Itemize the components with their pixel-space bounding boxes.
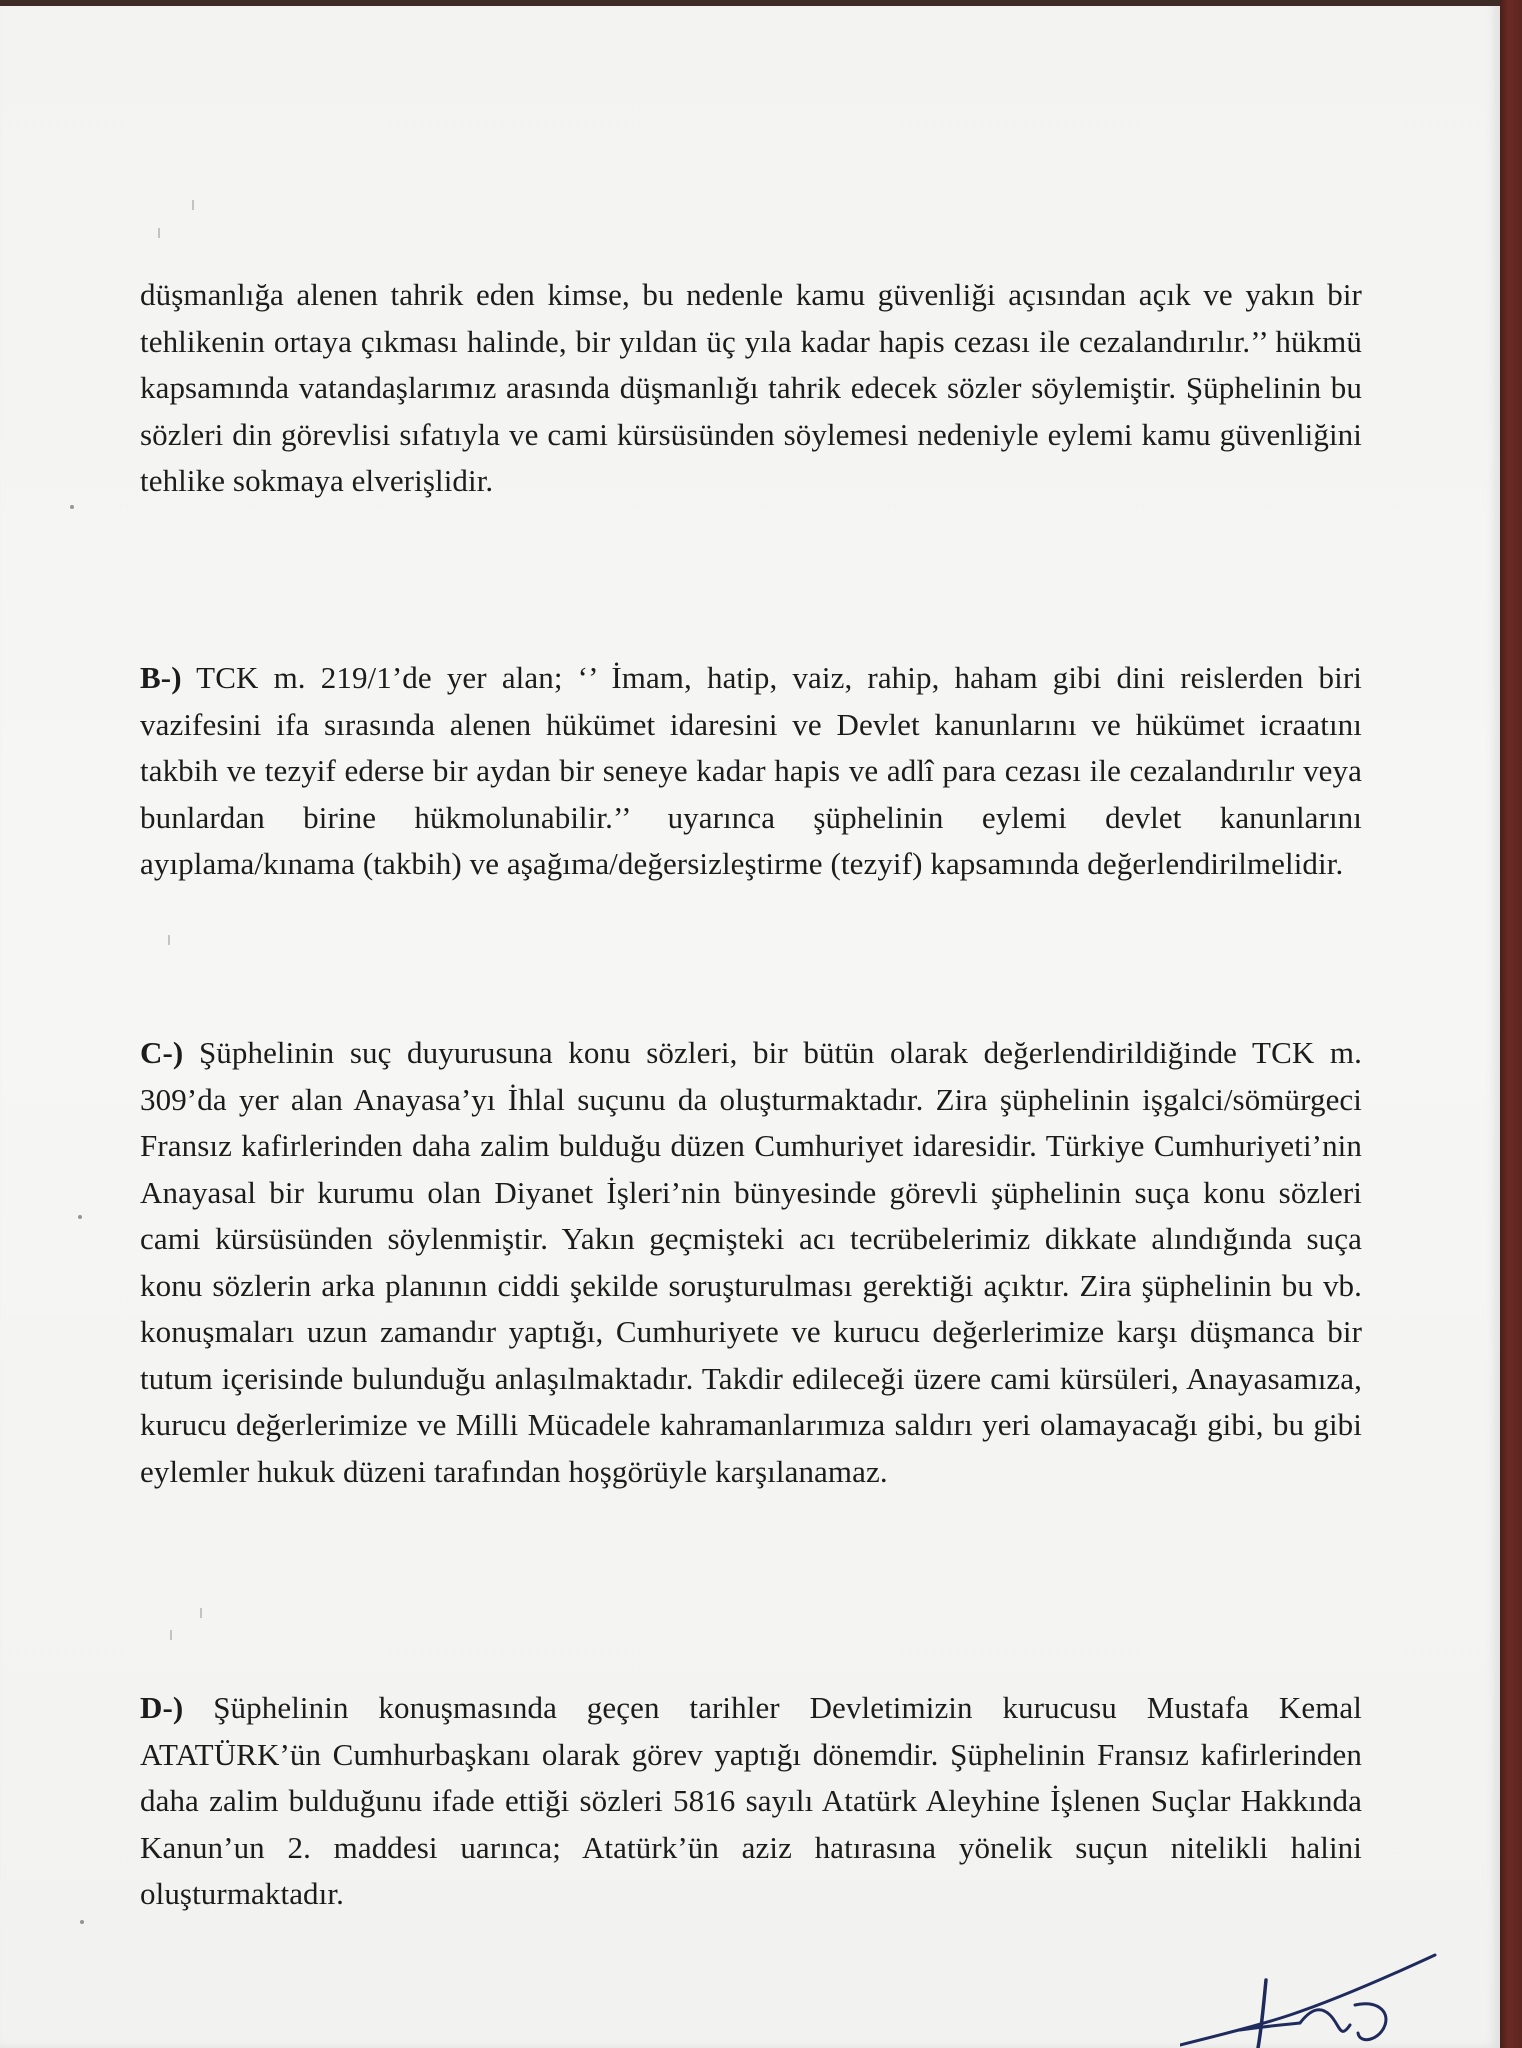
paragraph-section-c	[140, 1030, 1362, 1495]
handwritten-signature	[1180, 1945, 1440, 2048]
scan-dot	[80, 1920, 84, 1924]
scan-dot	[78, 1215, 82, 1219]
signature-stroke	[1180, 1955, 1435, 2045]
scan-speck	[168, 935, 170, 945]
paper-top-edge	[0, 0, 1522, 6]
signature-stroke	[1355, 2004, 1386, 2040]
folder-backing-edge	[1500, 0, 1522, 2048]
scan-dot	[70, 505, 74, 509]
paragraph-section-b	[140, 655, 1362, 888]
signature-stroke	[1258, 1980, 1266, 2048]
scan-speck	[200, 1608, 202, 1618]
paragraph-text: Şüphelinin konuşmasında geçen tarihler Devletimizin kurucusu Mustafa Kemal ATATÜRK’ün Cumhurbaşkanı olarak görev yaptığı dönemdir. Şüphelinin Fransız kafirlerinden daha zalim bulduğunu ifade ettiği sözleri 5816 sayılı Atatürk Aleyhine İşlenen Suçlar Hakkında Kanun’un 2. maddesi uarınca; Atatürk’ün aziz hatırasına yönelik suçun nitelikli halini oluşturmaktadır.	[140, 1690, 1363, 1911]
paragraph-label: C-)	[140, 1035, 184, 1070]
signature-stroke	[1300, 2010, 1350, 2032]
scan-speck	[192, 200, 194, 210]
scan-speck	[158, 228, 160, 238]
paragraph-text: TCK m. 219/1’de yer alan; ‘’ İmam, hatip, vaiz, rahip, haham gibi dini reislerden biri vazifesini ifa sırasında alenen hükümet idaresini ve Devlet kanunlarını ve hükümet icraatını takbih ve tezyif ederse bir aydan bir seneye kadar hapis ve adlî para cezası ile cezalandırılır veya bunlardan birine hükmolunabilir.’’ uyarınca şüphelinin eylemi devlet kanunlarını ayıplama/kınama (takbih) ve aşağıma/değersizleştirme (tezyif) kapsamında değerlendirilmelidir.	[140, 660, 1362, 881]
paragraph-text: Şüphelinin suç duyurusuna konu sözleri, bir bütün olarak değerlendirildiğinde TCK m. 309’da yer alan Anayasa’yı İhlal suçunu da oluşturmaktadır. Zira şüphelinin işgalci/sömürgeci Fransız kafirlerinden daha zalim bulduğu düzen Cumhuriyet idaresidir. Türkiye Cumhuriyeti’nin Anayasal bir kurumu olan Diyanet İşleri’nin bünyesinde görevli şüphelinin suça konu sözleri cami kürsüsünden söylenmiştir. Yakın geçmişteki acı tecrübelerimiz dikkate alındığında suça konu sözlerin arka planının ciddi şekilde soruşturulması gerektiği açıktır. Zira şüphelinin bu vb. konuşmaları uzun zamandır yaptığı, Cumhuriyete ve kurucu değerlerimize karşı düşmanca bir tutum içerisinde bulunduğu anlaşılmaktadır. Takdir edileceği üzere cami kürsüleri, Anayasamıza, kurucu değerlerimize ve Milli Mücadele kahramanlarımıza saldırı yeri olamayacağı gibi, bu gibi eylemler hukuk düzeni tarafından hoşgörüyle karşılanamaz.	[140, 1035, 1362, 1489]
paragraph-label: D-)	[140, 1690, 184, 1725]
scan-speck	[170, 1630, 172, 1640]
paragraph-continuation	[140, 272, 1362, 505]
paragraph-section-d	[140, 1685, 1362, 1918]
paragraph-text: düşmanlığa alenen tahrik eden kimse, bu nedenle kamu güvenliği açısından açık ve yakın bir tehlikenin ortaya çıkması halinde, bir yıldan üç yıla kadar hapis cezası ile cezalandırılır.’’ hükmü kapsamında vatandaşlarımız arasında düşmanlığı tahrik edecek sözler söylemiştir. Şüphelinin bu sözleri din görevlisi sıfatıyla ve cami kürsüsünden söylemesi nedeniyle eylemi kamu güvenliğini tehlike sokmaya elverişlidir.	[140, 277, 1362, 498]
paragraph-label: B-)	[140, 660, 182, 695]
